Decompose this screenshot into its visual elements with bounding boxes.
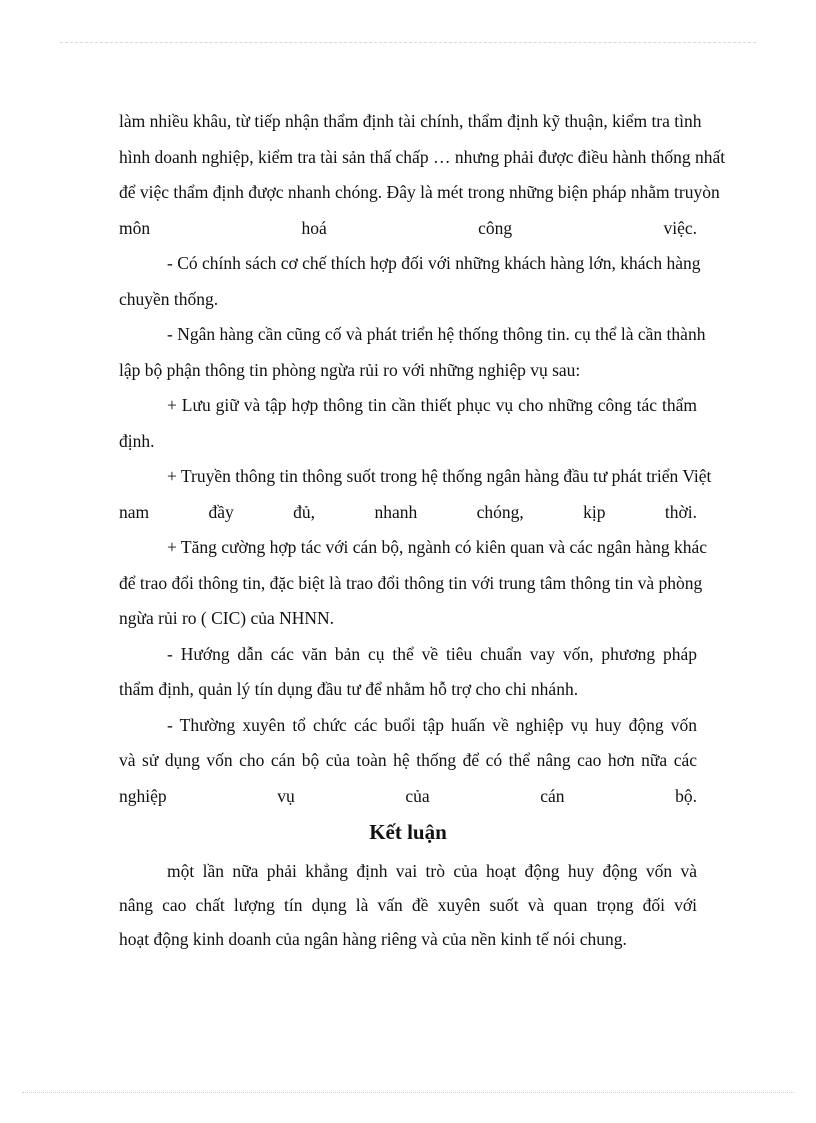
- text-line: để việc thẩm định được nhanh chóng. Đây là mét trong những biện pháp nhằm truyòn: [119, 182, 720, 202]
- text-line: - Thường xuyên tổ chức các buổi tập huấn về nghiệp vụ huy động vốn: [167, 714, 697, 735]
- text-line: - Có chính sách cơ chế thích hợp đối với những khách hàng lớn, khách hàng: [167, 253, 701, 273]
- text-line: hoạt động kinh doanh của ngân hàng riêng và của nền kinh tế nói chung.: [119, 929, 627, 949]
- body-text: [119, 104, 726, 814]
- text-line: nghiệp vụ của cán bộ.: [119, 785, 697, 806]
- text-line: nâng cao chất lượng tín dụng là vấn đề xuyên suốt và quan trọng đối với: [119, 895, 697, 915]
- header-divider: [60, 42, 756, 43]
- text-line: nam đầy đủ, nhanh chóng, kịp thời.: [119, 501, 697, 522]
- text-line: thẩm định, quản lý tín dụng đầu tư để nhằm hỗ trợ cho chi nhánh.: [119, 679, 579, 699]
- text-line: + Tăng cường hợp tác với cán bộ, ngành có kiên quan và các ngân hàng khác: [167, 537, 708, 557]
- text-line: + Lưu giữ và tập hợp thông tin cần thiết phục vụ cho những công tác thẩm: [167, 395, 697, 415]
- text-line: chuyền thống.: [119, 288, 219, 309]
- text-line: hình doanh nghiệp, kiểm tra tài sản thấ chấp … nhưng phải được điều hành thống nhất: [119, 146, 726, 167]
- document-body: [119, 104, 726, 956]
- text-line: + Truyền thông tin thông suốt trong hệ thống ngân hàng đầu tư phát triển Việt: [167, 466, 712, 486]
- text-line: để trao đổi thông tin, đặc biệt là trao đổi thông tin với trung tâm thông tin và phòng: [119, 572, 703, 593]
- text-line: - Hướng dẫn các văn bản cụ thể về tiêu chuẩn vay vốn, phương pháp: [167, 643, 697, 664]
- conclusion-heading: Kết luận: [369, 820, 447, 844]
- text-line: môn hoá công việc.: [119, 217, 697, 238]
- text-line: và sử dụng vốn cho cán bộ của toàn hệ thống để có thể nâng cao hơn nữa các: [119, 750, 697, 770]
- text-line: làm nhiều khâu, từ tiếp nhận thẩm định tài chính, thẩm định kỹ thuận, kiểm tra tình: [119, 111, 702, 131]
- conclusion-text: [119, 854, 697, 956]
- footer-divider: [22, 1092, 794, 1093]
- text-line: lập bộ phận thông tin phòng ngừa rủi ro với những nghiệp vụ sau:: [119, 359, 581, 380]
- text-line: định.: [119, 430, 155, 451]
- text-line: một lần nữa phải khẳng định vai trò của hoạt động huy động vốn và: [167, 861, 697, 881]
- text-line: - Ngân hàng cần cũng cố và phát triển hệ thống thông tin. cụ thể là cần thành: [167, 324, 706, 344]
- text-line: ngừa rủi ro ( CIC) của NHNN.: [119, 608, 335, 628]
